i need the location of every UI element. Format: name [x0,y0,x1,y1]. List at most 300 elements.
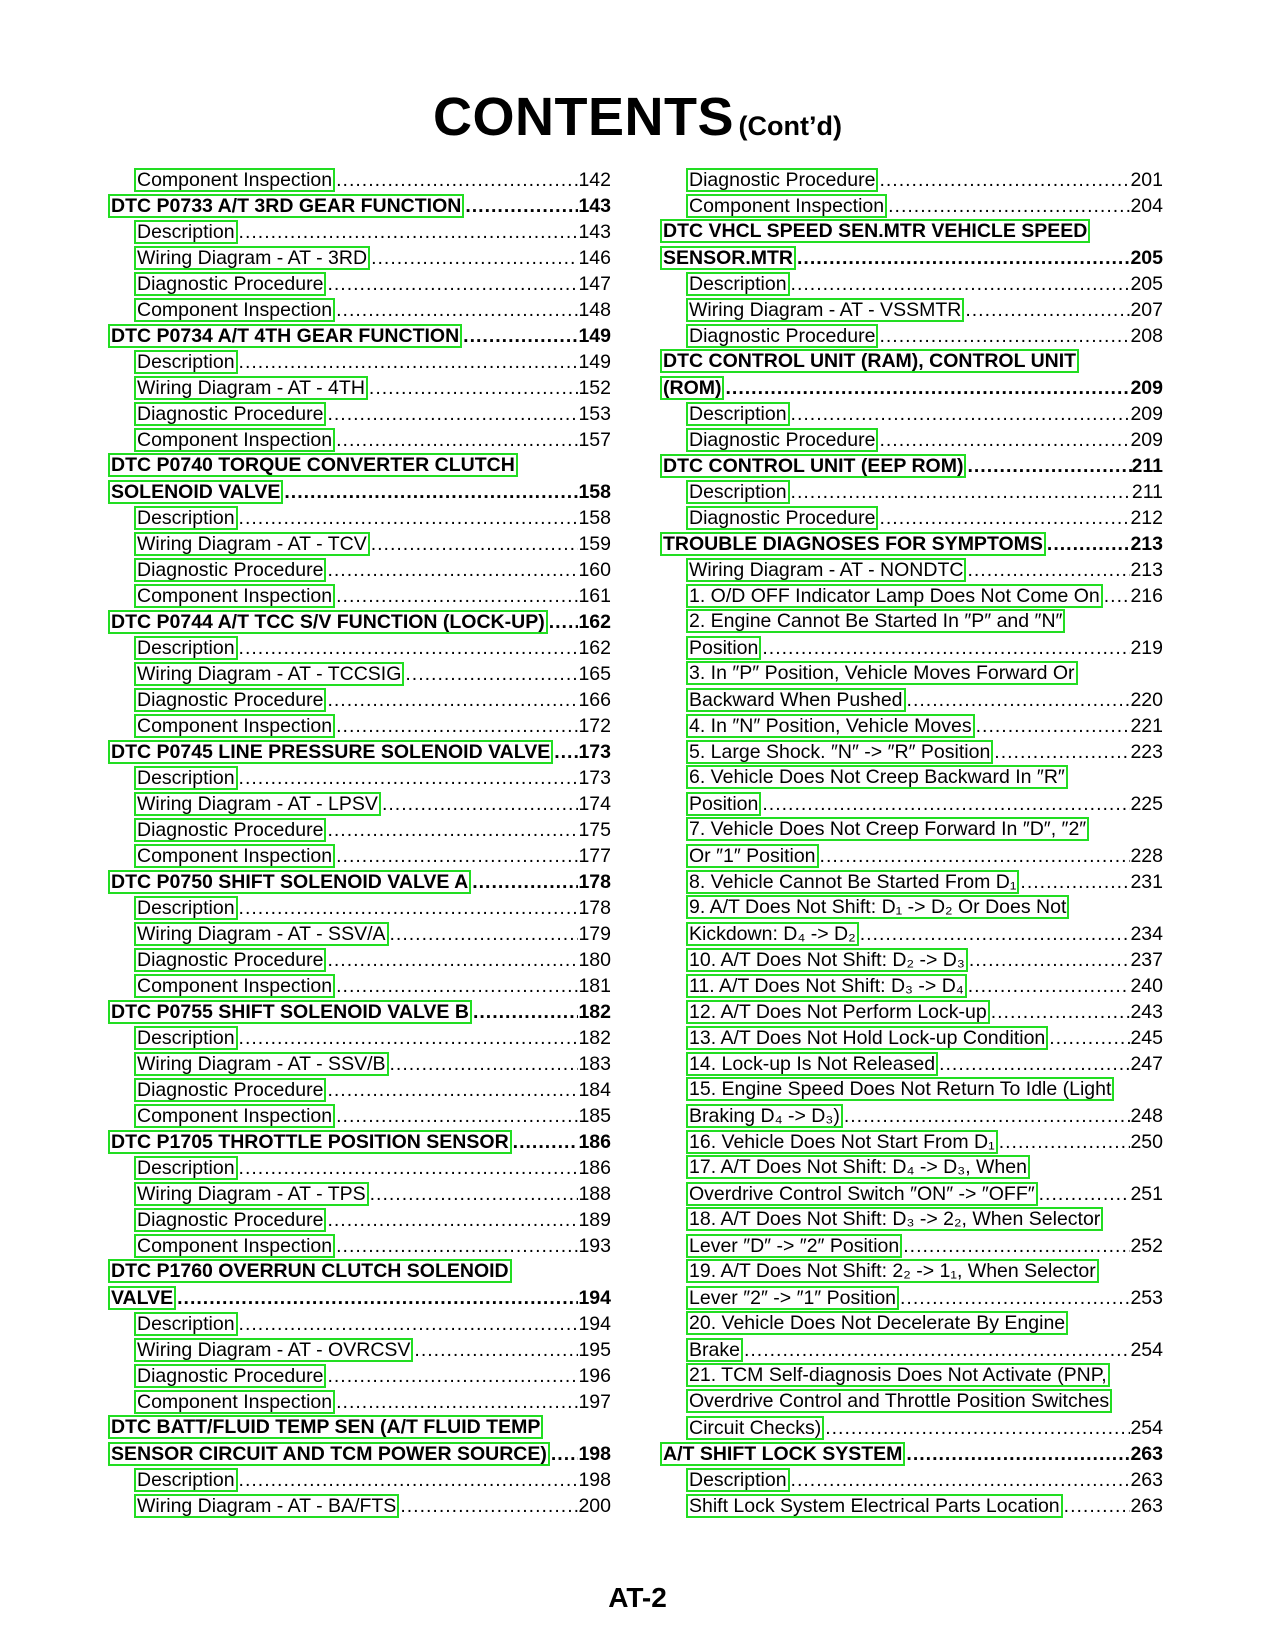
toc-entry-row [660,271,1163,297]
toc-entry-link[interactable]: Description [134,350,238,374]
toc-section-link[interactable]: DTC P0745 LINE PRESSURE SOLENOID VALVE [108,740,553,764]
toc-entry-row [660,401,1163,427]
page-number: 162 [578,611,611,633]
toc-entry-link[interactable]: Description [686,480,790,504]
dot-leader [389,1051,579,1077]
toc-entry-link[interactable]: 6. Vehicle Does Not Creep Backward In ″R″ [686,765,1068,789]
toc-entry-link[interactable]: 12. A/T Does Not Perform Lock-up [686,1000,990,1024]
toc-entry-row [660,817,1163,843]
dot-leader [238,1155,579,1181]
toc-entry-row [108,1077,611,1103]
page-number: 194 [578,1313,611,1335]
dot-leader [326,1363,578,1389]
toc-entry-link[interactable]: Description [686,1468,790,1492]
dot-leader [878,167,1130,193]
toc-entry-link[interactable]: 3. In ″P″ Position, Vehicle Moves Forward Or [686,661,1078,685]
toc-entry-link[interactable]: 2. Engine Cannot Be Started In ″P″ and ″N″ [686,609,1065,633]
page-number: 247 [1130,1053,1163,1075]
page-number: 237 [1130,949,1163,971]
page-number: 149 [578,351,611,373]
dot-leader [843,1103,1131,1129]
dot-leader [824,1415,1130,1441]
toc-entry-link[interactable]: Diagnostic Procedure [134,1208,326,1232]
toc-left-column [108,167,611,1519]
toc-entry-link[interactable]: Brake [686,1338,743,1362]
dot-leader [472,999,579,1025]
toc-entry-link[interactable]: Diagnostic Procedure [134,272,326,296]
toc-entry-link[interactable]: Description [134,1468,238,1492]
page-number: 213 [1130,559,1163,581]
toc-entry-link[interactable]: Component Inspection [134,1104,335,1128]
page-number: 165 [578,663,611,685]
toc-entry-link[interactable]: Diagnostic Procedure [134,688,326,712]
toc-entry-link[interactable]: Description [686,402,790,426]
toc-entry-row [660,1051,1163,1077]
toc-entry-link[interactable]: 9. A/T Does Not Shift: D₁ -> D₂ Or Does Not [686,895,1069,919]
dot-leader [1103,583,1131,609]
page-number: 175 [578,819,611,841]
toc-entry-link[interactable]: 11. A/T Does Not Shift: D₃ -> D₄ [686,974,967,998]
page-number: 173 [578,767,611,789]
page-number: 153 [578,403,611,425]
page-number: 178 [578,871,611,893]
page-number: 213 [1130,533,1163,555]
toc-entry-row [660,1389,1163,1415]
toc-section-row [108,1415,611,1441]
toc-entry-row [660,1103,1163,1129]
dot-leader [743,1337,1131,1363]
toc-section-row [660,375,1163,401]
toc-entry-link[interactable]: Wiring Diagram - AT - SSV/B [134,1052,389,1076]
toc-entry-row [660,947,1163,973]
dot-leader [790,271,1131,297]
dot-leader [238,219,579,245]
page-number: 166 [578,689,611,711]
page-number: 184 [578,1079,611,1101]
dot-leader [335,1103,578,1129]
page-number: 234 [1130,923,1163,945]
toc-entry-row [660,973,1163,999]
dot-leader [902,1233,1130,1259]
toc-entry-link[interactable]: 14. Lock-up Is Not Released [686,1052,938,1076]
toc-entry-row [108,583,611,609]
dot-leader [906,687,1131,713]
toc-entry-link[interactable]: Braking D₄ -> D₃) [686,1104,843,1128]
toc-entry-link[interactable]: Component Inspection [134,974,335,998]
toc-entry-link[interactable]: Description [134,636,238,660]
toc-entry-link[interactable]: Position [686,792,761,816]
toc-entry-link[interactable]: Description [134,506,238,530]
dot-leader [404,661,578,687]
page-number: 208 [1130,325,1163,347]
page-number: 240 [1130,975,1163,997]
toc-entry-row [108,1181,611,1207]
toc-entry-row [660,687,1163,713]
toc-entry-row [660,791,1163,817]
dot-leader [553,739,578,765]
toc-entry-link[interactable]: Component Inspection [134,428,335,452]
toc-section-row [108,999,611,1025]
toc-entry-link[interactable]: Component Inspection [134,1390,335,1414]
page-number: 243 [1130,1001,1163,1023]
toc-entry-link[interactable]: Wiring Diagram - AT - TPS [134,1182,369,1206]
page-number: 254 [1130,1417,1163,1439]
dot-leader [368,375,579,401]
toc-section-link[interactable]: SENSOR.MTR [660,246,796,270]
toc-section-link[interactable]: SOLENOID VALVE [108,480,283,504]
toc-section-link[interactable]: DTC P0755 SHIFT SOLENOID VALVE B [108,1000,472,1024]
toc-entry-link[interactable]: Kickdown: D₄ -> D₂ [686,922,859,946]
toc-section-link[interactable]: DTC VHCL SPEED SEN.MTR VEHICLE SPEED [660,219,1090,243]
toc-section-row [108,323,611,349]
toc-entry-link[interactable]: 13. A/T Does Not Hold Lock-up Condition [686,1026,1048,1050]
page-number: 148 [578,299,611,321]
toc-right-column [660,167,1163,1519]
toc-entry-link[interactable]: Component Inspection [134,844,335,868]
toc-entry-link[interactable]: 17. A/T Does Not Shift: D₄ -> D₃, When [686,1155,1030,1179]
toc-entry-link[interactable]: Diagnostic Procedure [686,506,878,530]
toc-entry-link[interactable]: Description [134,1026,238,1050]
toc-entry-link[interactable]: Diagnostic Procedure [134,558,326,582]
dot-leader [878,505,1130,531]
toc-entry-row [660,1467,1163,1493]
dot-leader [819,843,1131,869]
dot-leader [724,375,1130,401]
toc-entry-link[interactable]: Wiring Diagram - AT - OVRCSV [134,1338,413,1362]
page-number: 223 [1130,741,1163,763]
toc-entry-row [660,869,1163,895]
page-number: 174 [578,793,611,815]
dot-leader [335,583,578,609]
toc-entry-row [660,167,1163,193]
toc-entry-link[interactable]: Lever ″2″ -> ″1″ Position [686,1286,899,1310]
page-number: 152 [578,377,611,399]
page-number: 178 [578,897,611,919]
page-title [0,86,1275,148]
toc-section-link[interactable]: (ROM) [660,376,724,400]
toc-entry-row [660,1285,1163,1311]
toc-section-link[interactable]: DTC P0740 TORQUE CONVERTER CLUTCH [108,453,518,477]
toc-section-link[interactable]: DTC BATT/FLUID TEMP SEN (A/T FLUID TEMP [108,1415,543,1439]
page-number: 200 [578,1495,611,1517]
dot-leader [1038,1181,1131,1207]
toc-entry-link[interactable]: Component Inspection [134,168,335,192]
toc-entry-row [108,1363,611,1389]
toc-entry-row [108,843,611,869]
page-number: 212 [1130,507,1163,529]
toc-entry-row [108,349,611,375]
page-number: 245 [1130,1027,1163,1049]
dot-leader [975,713,1131,739]
toc-entry-row [660,479,1163,505]
toc-entry-row [108,219,611,245]
dot-leader [335,427,578,453]
toc-section-row [108,739,611,765]
toc-entry-link[interactable]: Wiring Diagram - AT - SSV/A [134,922,389,946]
dot-leader [964,297,1130,323]
dot-leader [990,999,1131,1025]
page-number: 198 [578,1443,611,1465]
page-number: 221 [1130,715,1163,737]
toc-section-link[interactable]: DTC P0744 A/T TCC S/V FUNCTION (LOCK-UP) [108,610,548,634]
toc-entry-link[interactable]: Wiring Diagram - AT - LPSV [134,792,381,816]
dot-leader [335,167,578,193]
toc-entry-link[interactable]: Component Inspection [134,298,335,322]
toc-section-link[interactable]: VALVE [108,1286,176,1310]
page-number: 204 [1130,195,1163,217]
page-number: 250 [1130,1131,1163,1153]
toc-section-row [660,531,1163,557]
page-number: 263 [1130,1469,1163,1491]
dot-leader [238,349,579,375]
dot-leader [326,1207,578,1233]
toc-entry-link[interactable]: Diagnostic Procedure [686,168,878,192]
page-number: 181 [578,975,611,997]
toc-entry-row [660,1311,1163,1337]
toc-entry-row [660,557,1163,583]
toc-entry-row [660,999,1163,1025]
toc-entry-row [660,609,1163,635]
page-number: 182 [578,1001,611,1023]
toc-entry-link[interactable]: Description [134,220,238,244]
toc-entry-link[interactable]: 10. A/T Does Not Shift: D₂ -> D₃ [686,948,968,972]
dot-leader [548,609,579,635]
dot-leader [335,973,578,999]
toc-entry-link[interactable]: 21. TCM Self-diagnosis Does Not Activate (PNP, [686,1363,1110,1387]
dot-leader [335,1233,578,1259]
toc-entry-row [108,505,611,531]
toc-entry-row [108,791,611,817]
page-number: 189 [578,1209,611,1231]
toc-entry-link[interactable]: Diagnostic Procedure [134,948,326,972]
page-number: 205 [1130,247,1163,269]
toc-entry-link[interactable]: Diagnostic Procedure [134,1078,326,1102]
toc-section-link[interactable]: A/T SHIFT LOCK SYSTEM [660,1442,905,1466]
page-number: 185 [578,1105,611,1127]
toc-entry-link[interactable]: 18. A/T Does Not Shift: D₃ -> 2₂, When Selector [686,1207,1103,1231]
toc-section-link[interactable]: SENSOR CIRCUIT AND TCM POWER SOURCE) [108,1442,550,1466]
toc-entry-link[interactable]: Description [134,1312,238,1336]
page-number: 194 [578,1287,611,1309]
dot-leader [326,271,578,297]
toc-entry-link[interactable]: Backward When Pushed [686,688,906,712]
toc-entry-row [660,1415,1163,1441]
toc-entry-link[interactable]: 19. A/T Does Not Shift: 2₂ -> 1₁, When Selector [686,1259,1099,1283]
toc-entry-row [108,1311,611,1337]
page-number: 143 [578,221,611,243]
toc-section-row [108,1441,611,1467]
toc-entry-link[interactable]: Component Inspection [134,1234,335,1258]
dot-leader [335,843,578,869]
dot-leader [389,921,579,947]
page-number: 211 [1131,481,1163,503]
dot-leader [761,791,1130,817]
dot-leader [899,1285,1130,1311]
dot-leader [968,947,1131,973]
dot-leader [399,1493,578,1519]
dot-leader [938,1051,1130,1077]
dot-leader [413,1337,578,1363]
toc-entry-row [660,635,1163,661]
toc-entry-link[interactable]: Circuit Checks) [686,1416,824,1440]
page-number: 205 [1130,273,1163,295]
dot-leader [790,1467,1131,1493]
toc-entry-row [108,895,611,921]
toc-entry-row [660,1155,1163,1181]
toc-entry-link[interactable]: Wiring Diagram - AT - 3RD [134,246,370,270]
dot-leader [238,895,579,921]
toc-entry-link[interactable]: Wiring Diagram - AT - BA/FTS [134,1494,399,1518]
toc-entry-link[interactable]: Or ″1″ Position [686,844,819,868]
toc-entry-link[interactable]: Lever ″D″ -> ″2″ Position [686,1234,902,1258]
dot-leader [326,401,578,427]
toc-entry-row [660,583,1163,609]
toc-entry-link[interactable]: 16. Vehicle Does Not Start From D₁ [686,1130,998,1154]
page-number: 209 [1130,429,1163,451]
dot-leader [238,1025,579,1051]
dot-leader [238,505,579,531]
page-number: 248 [1130,1105,1163,1127]
dot-leader [512,1129,579,1155]
page-number: 216 [1130,585,1163,607]
toc-entry-link[interactable]: Diagnostic Procedure [134,1364,326,1388]
dot-leader [761,635,1130,661]
toc-entry-link[interactable]: 8. Vehicle Cannot Be Started From D₁ [686,870,1019,894]
toc-section-link[interactable]: TROUBLE DIAGNOSES FOR SYMPTOMS [660,532,1046,556]
toc-entry-row [660,1025,1163,1051]
toc-section-link[interactable]: DTC CONTROL UNIT (EEP ROM) [660,454,966,478]
dot-leader [238,1467,579,1493]
toc-entry-link[interactable]: 15. Engine Speed Does Not Return To Idle (Light [686,1077,1114,1101]
toc-entry-link[interactable]: Wiring Diagram - AT - TCV [134,532,370,556]
toc-entry-link[interactable]: Component Inspection [686,194,887,218]
toc-entry-row [660,1337,1163,1363]
toc-entry-row [660,505,1163,531]
toc-entry-link[interactable]: Wiring Diagram - AT - 4TH [134,376,368,400]
toc-entry-row [108,1103,611,1129]
page-number: 162 [578,637,611,659]
toc-entry-link[interactable]: 4. In ″N″ Position, Vehicle Moves [686,714,975,738]
page-number: 161 [578,585,611,607]
toc-entry-link[interactable]: 1. O/D OFF Indicator Lamp Does Not Come On [686,584,1103,608]
toc-entry-row [660,1363,1163,1389]
dot-leader [369,1181,579,1207]
toc-entry-row [660,739,1163,765]
toc-entry-link[interactable]: 20. Vehicle Does Not Decelerate By Engine [686,1311,1068,1335]
page-number: 253 [1130,1287,1163,1309]
dot-leader [1048,1025,1130,1051]
dot-leader [238,635,579,661]
dot-leader [370,531,579,557]
page-number: 186 [578,1131,611,1153]
toc-section-row [660,219,1163,245]
toc-entry-link[interactable]: Wiring Diagram - AT - NONDTC [686,558,966,582]
toc-entry-link[interactable]: Description [134,896,238,920]
dot-leader [993,739,1130,765]
toc-entry-row [108,1493,611,1519]
toc-entry-row [108,661,611,687]
toc-entry-link[interactable]: Diagnostic Procedure [686,324,878,348]
toc-entry-row [108,1389,611,1415]
toc-entry-row [108,245,611,271]
page-number: 198 [578,1469,611,1491]
dot-leader [335,713,578,739]
page-number: 147 [578,273,611,295]
title-suffix: (Cont’d) [738,111,842,141]
toc-entry-row [108,271,611,297]
toc-section-row [108,609,611,635]
dot-leader [796,245,1130,271]
toc-entry-link[interactable]: Diagnostic Procedure [686,428,878,452]
toc-entry-link[interactable]: Description [134,766,238,790]
toc-entry-row [108,297,611,323]
toc-entry-link[interactable]: Overdrive Control and Throttle Position Switches [686,1389,1112,1413]
toc-entry-link[interactable]: 5. Large Shock. ″N″ -> ″R″ Position [686,740,993,764]
toc-entry-row [108,1207,611,1233]
toc-entry-row [108,635,611,661]
toc-section-link[interactable]: DTC P0733 A/T 3RD GEAR FUNCTION [108,194,464,218]
toc-entry-row [660,297,1163,323]
toc-entry-link[interactable]: Shift Lock System Electrical Parts Location [686,1494,1063,1518]
dot-leader [335,297,578,323]
page-number: 219 [1130,637,1163,659]
toc-entry-link[interactable]: Description [686,272,790,296]
toc-entry-row [108,1025,611,1051]
dot-leader [878,323,1130,349]
page-number: 193 [578,1235,611,1257]
toc-entry-link[interactable]: Component Inspection [134,714,335,738]
dot-leader [1046,531,1131,557]
dot-leader [967,973,1131,999]
page-number: 231 [1130,871,1163,893]
toc-entry-row [660,921,1163,947]
toc-entry-row [660,1077,1163,1103]
toc-section-row [660,453,1163,479]
page-number: 188 [578,1183,611,1205]
toc-entry-link[interactable]: Wiring Diagram - AT - TCCSIG [134,662,404,686]
toc-entry-link[interactable]: Position [686,636,761,660]
dot-leader [238,765,579,791]
toc-entry-link[interactable]: Diagnostic Procedure [134,402,326,426]
toc-entry-link[interactable]: 7. Vehicle Does Not Creep Forward In ″D″, ″2″ [686,817,1089,841]
page-number: 220 [1130,689,1163,711]
page-number: 197 [578,1391,611,1413]
toc-entry-link[interactable]: Diagnostic Procedure [134,818,326,842]
page-number: 182 [578,1027,611,1049]
toc-entry-row [660,1259,1163,1285]
toc-section-link[interactable]: DTC P1705 THROTTLE POSITION SENSOR [108,1130,512,1154]
toc-entry-link[interactable]: Description [134,1156,238,1180]
toc-section-link[interactable]: DTC P1760 OVERRUN CLUTCH SOLENOID [108,1259,512,1283]
toc-entry-row [108,713,611,739]
toc-entry-row [108,921,611,947]
toc-entry-link[interactable]: Wiring Diagram - AT - VSSMTR [686,298,964,322]
toc-entry-row [660,323,1163,349]
title-main: CONTENTS [433,87,735,147]
page-number: 157 [578,429,611,451]
toc-entry-row [660,765,1163,791]
toc-section-row [660,1441,1163,1467]
toc-section-row [108,1285,611,1311]
toc-entry-link[interactable]: Overdrive Control Switch ″ON″ -> ″OFF″ [686,1182,1038,1206]
toc-section-link[interactable]: DTC CONTROL UNIT (RAM), CONTROL UNIT [660,349,1079,373]
toc-entry-link[interactable]: Component Inspection [134,584,335,608]
toc-section-link[interactable]: DTC P0750 SHIFT SOLENOID VALVE A [108,870,471,894]
dot-leader [464,193,578,219]
toc-section-link[interactable]: DTC P0734 A/T 4TH GEAR FUNCTION [108,324,462,348]
page-number: 173 [578,741,611,763]
toc-entry-row [108,765,611,791]
